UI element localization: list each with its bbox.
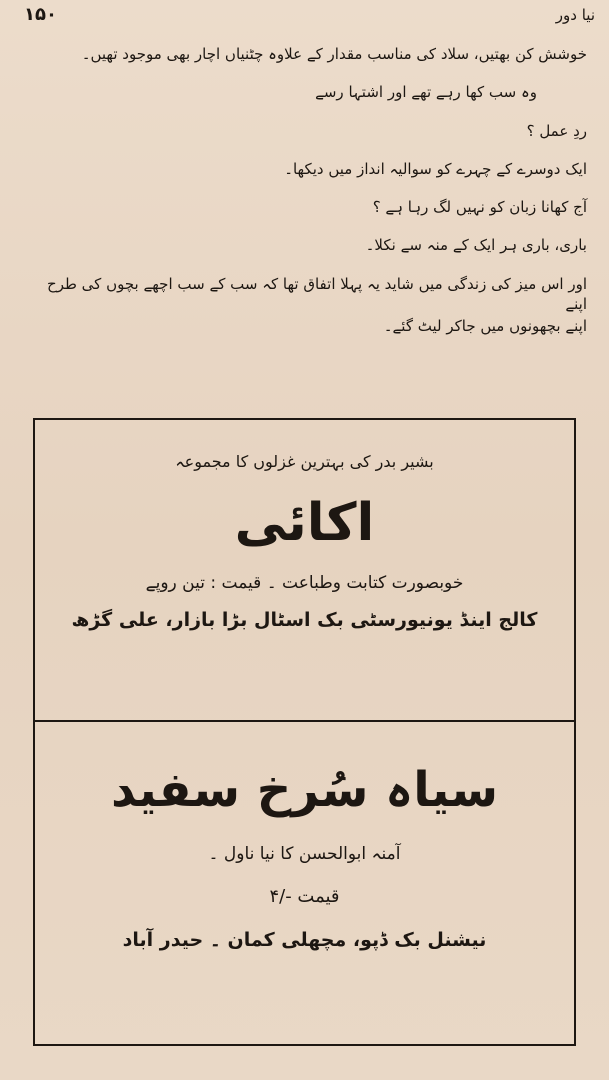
journal-name: نیا دور bbox=[555, 6, 595, 24]
text-line: اور اس میز کی زندگی میں شاید یہ پہلا اتفاق تھا کہ سب کے سب اچھے بچوں کی طرح اپنے bbox=[47, 274, 587, 313]
body-text bbox=[24, 44, 587, 354]
ad-details: خوبصورت کتابت وطباعت ۔ قیمت : تین روپے bbox=[145, 573, 464, 594]
advertisement-akaai bbox=[33, 418, 576, 722]
ad-title: سیاہ سُرخ سفید bbox=[110, 762, 499, 818]
ad-subtitle: بشیر بدر کی بہترین غزلوں کا مجموعہ bbox=[175, 452, 434, 471]
text-line: ایک دوسرے کے چہرے کو سوالیہ انداز میں دیکھا۔ bbox=[284, 159, 587, 178]
text-line: خوشش کن بھتیں، سلاد کی مناسب مقدار کے علاوہ چٹنیاں اچار بھی موجود تھیں۔ bbox=[81, 45, 587, 63]
advertisement-siyah-surkh-safaid bbox=[33, 718, 576, 1046]
ad-publisher: نیشنل بک ڈپو، مچھلی کمان ۔ حیدر آباد bbox=[122, 928, 487, 951]
text-line: آج کھانا زبان کو نہیں لگ رہا ہے ؟ bbox=[372, 198, 587, 216]
ad-author-line: آمنہ ابوالحسن کا نیا ناول ۔ bbox=[208, 843, 401, 864]
text-line: باری، باری ہر ایک کے منہ سے نکلا۔ bbox=[365, 236, 587, 255]
text-line: اپنے بچھونوں میں جاکر لیٹ گئے۔ bbox=[383, 317, 587, 335]
ad-publisher: کالج اینڈ یونیورسٹی بک اسٹال بڑا بازار، علی گڑھ bbox=[71, 609, 538, 632]
text-line: وہ سب کھا رہے تھے اور اشتہا رسے bbox=[315, 83, 537, 102]
page-number: ۱۵۰ bbox=[24, 4, 57, 25]
page-header bbox=[10, 4, 599, 32]
ad-title: اکائی bbox=[234, 493, 375, 553]
ad-price: قیمت -/۴ bbox=[269, 885, 340, 907]
text-line: ردِ عمل ؟ bbox=[526, 121, 587, 140]
